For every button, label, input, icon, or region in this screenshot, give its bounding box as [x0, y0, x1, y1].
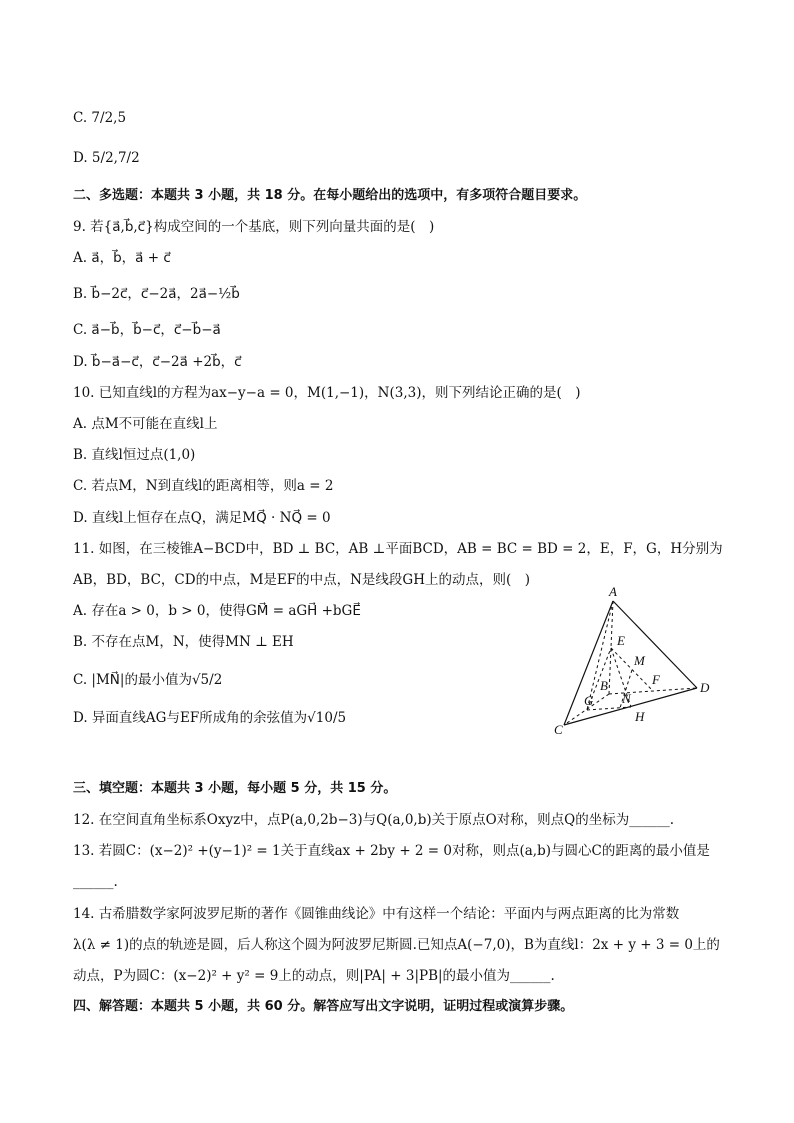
label-n: N	[622, 691, 631, 706]
text-line: A. a⃗，b⃗，a⃗ + c⃗	[73, 250, 171, 266]
text-line: C. 若点M，N到直线l的距离相等，则a = 2	[73, 478, 334, 494]
text-line: 14. 古希腊数学家阿波罗尼斯的著作《圆锥曲线论》中有这样一个结论：平面内与两点距离的比为常数	[73, 906, 680, 922]
label-c: C	[554, 722, 563, 737]
text-line: 9. 若{a⃗,b⃗,c⃗}构成空间的一个基底，则下列向量共面的是( )	[73, 219, 435, 235]
text-line: B. 不存在点M，N，使得MN ⊥ EH	[73, 634, 294, 650]
text-line: 11. 如图，在三棱锥A−BCD中，BD ⊥ BC，AB ⊥平面BCD，AB = BC = BD = 2，E，F，G，H分别为	[73, 541, 723, 557]
text-line: C. 7/2,5	[73, 110, 127, 126]
label-d: D	[700, 680, 710, 695]
text-line: AB，BD，BC，CD的中点，M是EF的中点，N是线段GH上的动点，则( )	[73, 572, 531, 588]
text-line: D. b⃗−a⃗−c⃗，c⃗−2a⃗ +2b⃗，c⃗	[73, 354, 242, 370]
text-line: 动点，P为圆C：(x−2)² + y² = 9上的动点，则|PA| + 3|PB|的最小值为______.	[73, 968, 555, 984]
label-m: M	[634, 653, 645, 668]
text-line: D. 异面直线AG与EF所成角的余弦值为√10/5	[73, 710, 347, 726]
label-b: B	[600, 678, 608, 693]
text-line: 13. 若圆C：(x−2)² +(y−1)² = 1关于直线ax + 2by + 2 = 0对称，则点(a,b)与圆心C的距离的最小值是	[73, 843, 710, 859]
label-h: H	[635, 709, 645, 724]
text-line: ______.	[73, 874, 118, 890]
segment-ef	[611, 648, 653, 691]
text-line: B. 直线l恒过点(1,0)	[73, 447, 196, 463]
text-line: D. 5/2,7/2	[73, 150, 140, 166]
section-heading: 四、解答题：本题共 5 小题，共 60 分。解答应写出文字说明，证明过程或演算步骤。	[73, 999, 574, 1014]
label-a: A	[609, 584, 617, 599]
text-line: B. b⃗−2c⃗，c⃗−2a⃗，2a⃗−½b⃗	[73, 286, 240, 302]
text-line: 10. 已知直线l的方程为ax−y−a = 0，M(1,−1)，N(3,3)，则下列结论正确的是( )	[73, 385, 581, 401]
section-heading: 二、多选题：本题共 3 小题，共 18 分。在每小题给出的选项中，有多项符合题目要求。	[73, 188, 587, 203]
section-heading: 三、填空题：本题共 3 小题，每小题 5 分，共 15 分。	[73, 781, 397, 796]
text-line: C. a⃗−b⃗，b⃗−c⃗，c⃗−b⃗−a⃗	[73, 322, 221, 338]
tetrahedron-figure	[552, 584, 722, 740]
label-f: F	[652, 672, 660, 687]
text-line: D. 直线l上恒存在点Q，满足MQ⃗ · NQ⃗ = 0	[73, 510, 331, 526]
label-g: G	[584, 693, 594, 708]
text-line: A. 存在a > 0，b > 0，使得GM⃗ = aGH⃗ +bGE⃗	[73, 603, 361, 619]
text-line: C. |MN⃗|的最小值为√5/2	[73, 672, 223, 688]
label-e: E	[617, 633, 625, 648]
text-line: A. 点M不可能在直线l上	[73, 416, 218, 432]
text-line: 12. 在空间直角坐标系Oxyz中，点P(a,0,2b−3)与Q(a,0,b)关于原点O对称，则点Q的坐标为______.	[73, 812, 675, 828]
text-line: λ(λ ≠ 1)的点的轨迹是圆，后人称这个圆为阿波罗尼斯圆.已知点A(−7,0)，B为直线l：2x + y + 3 = 0上的	[73, 937, 720, 953]
